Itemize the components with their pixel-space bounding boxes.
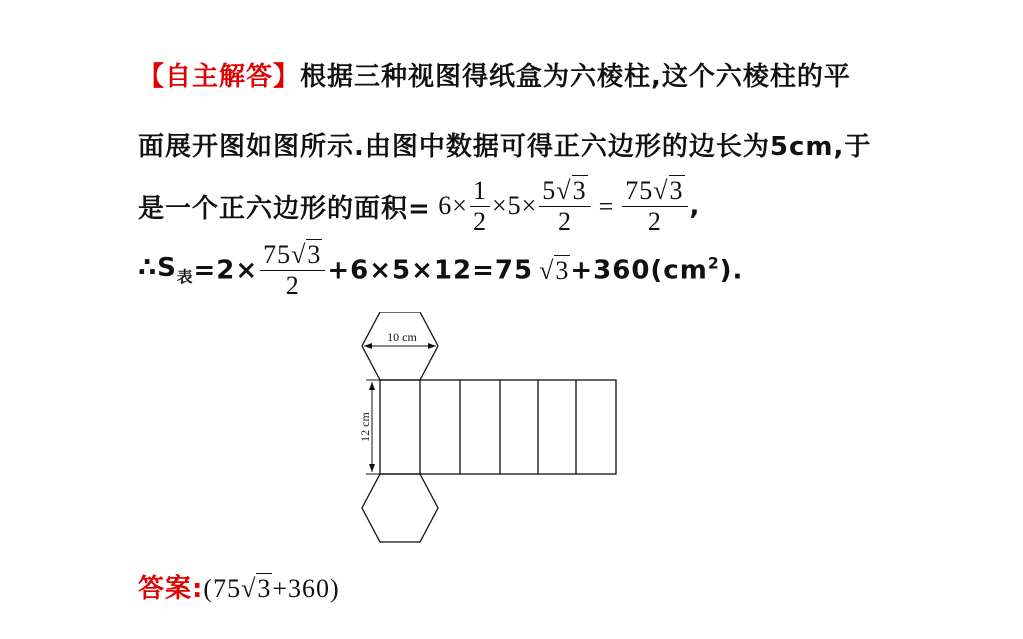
solution-label: 【自主解答】 <box>138 62 301 92</box>
solution-line-1 <box>138 56 851 93</box>
fraction-seventyfive-root-three-half <box>260 240 325 301</box>
sqrt-symbol: √3 <box>653 176 684 205</box>
fraction-five-root-three-half <box>539 176 590 237</box>
answer-open: (75 <box>203 574 242 603</box>
subscript-surface: 表 <box>176 268 194 287</box>
superscript-two: 2 <box>707 254 720 273</box>
bottom-hexagon <box>362 474 438 542</box>
answer-line <box>138 568 340 605</box>
solution-line-3 <box>138 176 700 237</box>
answer-label: 答案: <box>138 574 204 604</box>
fraction-coefficient: 75 <box>263 240 292 269</box>
fraction-seventyfive-root-three-half <box>622 176 687 237</box>
therefore-surface <box>138 253 194 287</box>
equals-sign: = <box>598 191 615 221</box>
fraction-denominator: 2 <box>647 207 662 236</box>
radicand: 3 <box>307 240 322 269</box>
surface-end: +360(cm <box>570 255 708 286</box>
therefore-text: ∴S <box>138 253 177 284</box>
formula-times: ×5× <box>491 191 538 221</box>
formula-lead: 6× <box>438 191 468 221</box>
radicand: 3 <box>572 176 587 205</box>
eq-two-times: =2× <box>193 255 259 286</box>
surface-mid: +6×5×12=75 <box>327 255 534 286</box>
fraction-denominator: 2 <box>557 207 572 236</box>
comma: , <box>689 191 701 222</box>
label-12cm: 12 cm <box>358 412 372 442</box>
sqrt-symbol: √3 <box>241 574 272 603</box>
hexagonal-prism-net <box>358 312 620 544</box>
radicand: 3 <box>669 176 684 205</box>
label-10cm: 10 cm <box>387 330 417 344</box>
solution-line-4 <box>138 240 743 301</box>
sqrt-symbol: √3 <box>291 240 322 269</box>
radicand: 3 <box>257 574 272 603</box>
fraction-coefficient: 75 <box>625 176 654 205</box>
solution-text-3: 是一个正六边形的面积= <box>138 194 431 224</box>
sqrt-symbol: √3 <box>556 176 587 205</box>
fraction-denominator: 2 <box>285 271 300 300</box>
solution-line-2 <box>138 126 871 163</box>
radicand: 3 <box>555 255 570 285</box>
surface-close: ). <box>719 255 744 286</box>
fraction-numerator: 1 <box>470 176 490 207</box>
solution-text-1: 根据三种视图得纸盒为六棱柱,这个六棱柱的平 <box>300 62 851 92</box>
answer-expression <box>203 574 339 603</box>
answer-rest: +360) <box>272 574 340 603</box>
fraction-one-half <box>470 176 490 237</box>
fraction-coefficient: 5 <box>542 176 557 205</box>
lateral-rectangle <box>380 380 616 474</box>
solution-text-2: 面展开图如图所示.由图中数据可得正六边形的边长为5cm,于 <box>138 132 872 162</box>
hexagon-area-formula <box>431 176 690 236</box>
fraction-denominator: 2 <box>472 207 487 236</box>
sqrt-symbol: √3 <box>539 255 570 285</box>
